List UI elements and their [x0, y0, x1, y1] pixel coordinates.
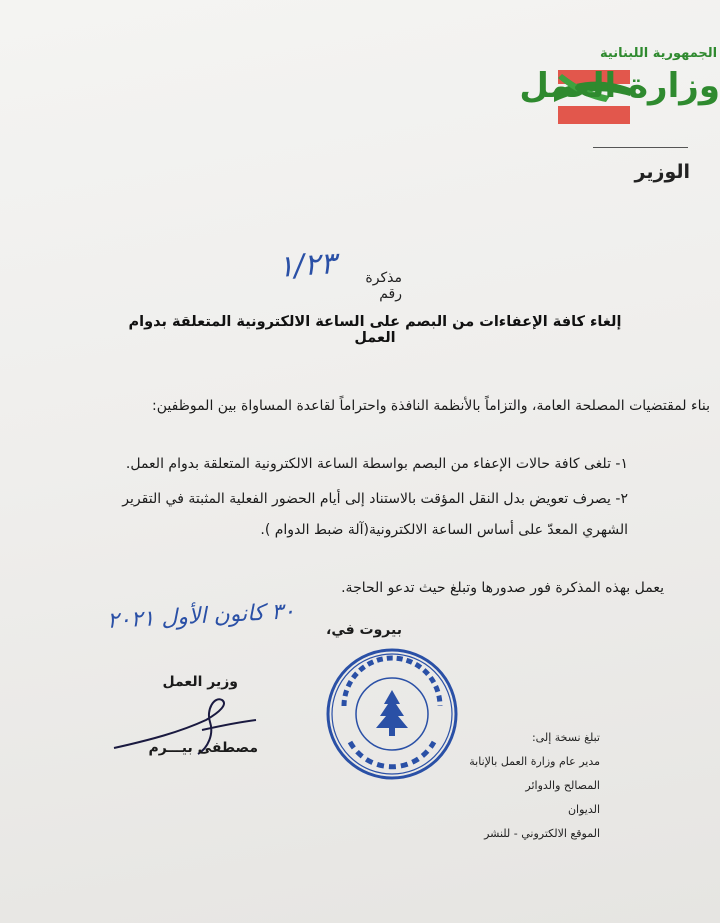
- dateline-date-handwritten: ٣٠ كانون الأول ٢٠٢١: [106, 599, 296, 634]
- cedar-icon: [376, 690, 408, 736]
- memo-number-handwritten: ١/٢٣: [276, 246, 338, 285]
- signatory-name: مصطفى بيـــرم: [148, 740, 258, 756]
- ministry-name: وزارة العمل: [519, 66, 720, 106]
- minister-heading: الوزير: [634, 161, 690, 183]
- memo-number-label: مذكرة رقم: [365, 270, 402, 302]
- memo-enforcement: يعمل بهذه المذكرة فور صدورها وتبلغ حيث تدعو الحاجة.: [341, 580, 664, 596]
- copies-recipient: الديوان: [567, 803, 600, 816]
- signatory-title: وزير العمل: [162, 674, 238, 690]
- official-stamp: [324, 646, 460, 782]
- memo-item-1: ١- تلغى كافة حالات الإعفاء من البصم بواسطة الساعة الالكترونية المتعلقة بدوام العمل.: [125, 456, 628, 472]
- copies-recipient: مدير عام وزارة العمل بالإنابة: [469, 755, 600, 768]
- copies-list: [469, 726, 600, 846]
- dateline-place: بيروت في،: [326, 622, 402, 638]
- memo-item-2-continued: الشهري المعدّ على أساس الساعة الالكترونية(آلة ضبط الدوام ).: [260, 522, 628, 538]
- copies-heading: تبلغ نسخة إلى:: [531, 731, 600, 744]
- memo-subject: إلغاء كافة الإعفاءات من البصم على الساعة الالكترونية المتعلقة بدوام العمل: [128, 314, 622, 346]
- memo-item-2: ٢- يصرف تعويض بدل النقل المؤقت بالاستناد إلى أيام الحضور الفعلية المثبتة في التقرير: [122, 491, 628, 507]
- header-divider: [593, 147, 688, 148]
- republic-name: الجمهورية اللبنانية: [600, 46, 718, 61]
- copies-recipient: المصالح والدوائر: [525, 779, 600, 792]
- memo-intro: بناء لمقتضيات المصلحة العامة، والتزاماً بالأنظمة النافذة واحتراماً لقاعدة المساواة بين الموظفين:: [152, 398, 710, 414]
- copies-recipient: الموقع الالكتروني - للنشر: [484, 827, 600, 840]
